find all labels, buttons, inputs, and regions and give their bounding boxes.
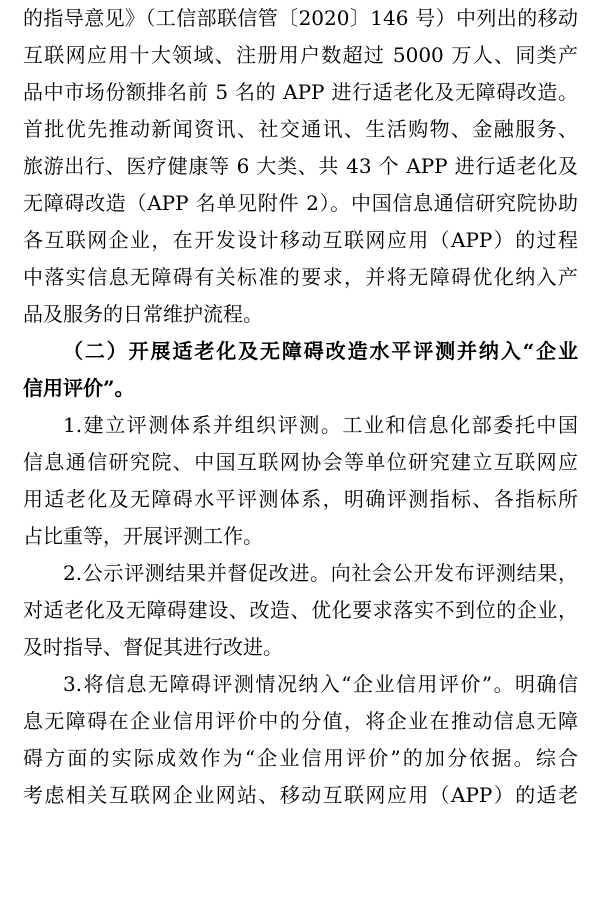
text-line: 互联网应用十大领域、注册用户数超过 5000 万人、同类产 — [23, 43, 578, 67]
text-line: 占比重等，开展评测工作。 — [23, 524, 263, 548]
heading-line: （二）开展适老化及无障碍改造水平评测并纳入“企业 — [63, 339, 578, 363]
text-line: 信息通信研究院、中国互联网协会等单位研究建立互联网应 — [23, 450, 578, 474]
text-line: 各互联网企业，在开发设计移动互联网应用（APP）的过程 — [23, 228, 578, 252]
text-line: 品及服务的日常维护流程。 — [23, 302, 263, 326]
item-paragraph-2 — [23, 555, 578, 666]
text-line: 3.将信息无障碍评测情况纳入“企业信用评价”。明确信 — [63, 672, 578, 696]
text-line: 及时指导、督促其进行改进。 — [23, 635, 283, 659]
text-line: 首批优先推动新闻资讯、社交通讯、生活购物、金融服务、 — [23, 117, 578, 141]
section-heading — [23, 333, 578, 407]
text-line: 旅游出行、医疗健康等 6 大类、共 43 个 APP 进行适老化及 — [23, 154, 578, 178]
text-line: 用适老化及无障碍水平评测体系，明确评测指标、各指标所 — [23, 487, 578, 511]
item-paragraph-1 — [23, 407, 578, 555]
intro-paragraph — [23, 0, 578, 333]
text-line: 中落实信息无障碍有关标准的要求，并将无障碍优化纳入产 — [23, 265, 578, 289]
item-paragraph-3 — [23, 666, 578, 814]
text-line: 的指导意见》（工信部联信管〔2020〕146 号）中列出的移动 — [23, 6, 578, 30]
text-line: 2.公示评测结果并督促改进。向社会公开发布评测结果， — [63, 561, 578, 585]
text-line: 品中市场份额排名前 5 名的 APP 进行适老化及无障碍改造。 — [23, 80, 578, 104]
text-line: 考虑相关互联网企业网站、移动互联网应用（APP）的适老 — [23, 783, 578, 807]
text-line: 对适老化及无障碍建设、改造、优化要求落实不到位的企业， — [23, 598, 578, 622]
text-line: 碍方面的实际成效作为“企业信用评价”的加分依据。综合 — [23, 746, 578, 770]
document-page — [23, 0, 578, 814]
text-line: 1.建立评测体系并组织评测。工业和信息化部委托中国 — [63, 413, 578, 437]
text-line: 息无障碍在企业信用评价中的分值，将企业在推动信息无障 — [23, 709, 578, 733]
heading-line: 信用评价”。 — [23, 376, 135, 400]
text-line: 无障碍改造（APP 名单见附件 2）。中国信息通信研究院协助 — [23, 191, 578, 215]
